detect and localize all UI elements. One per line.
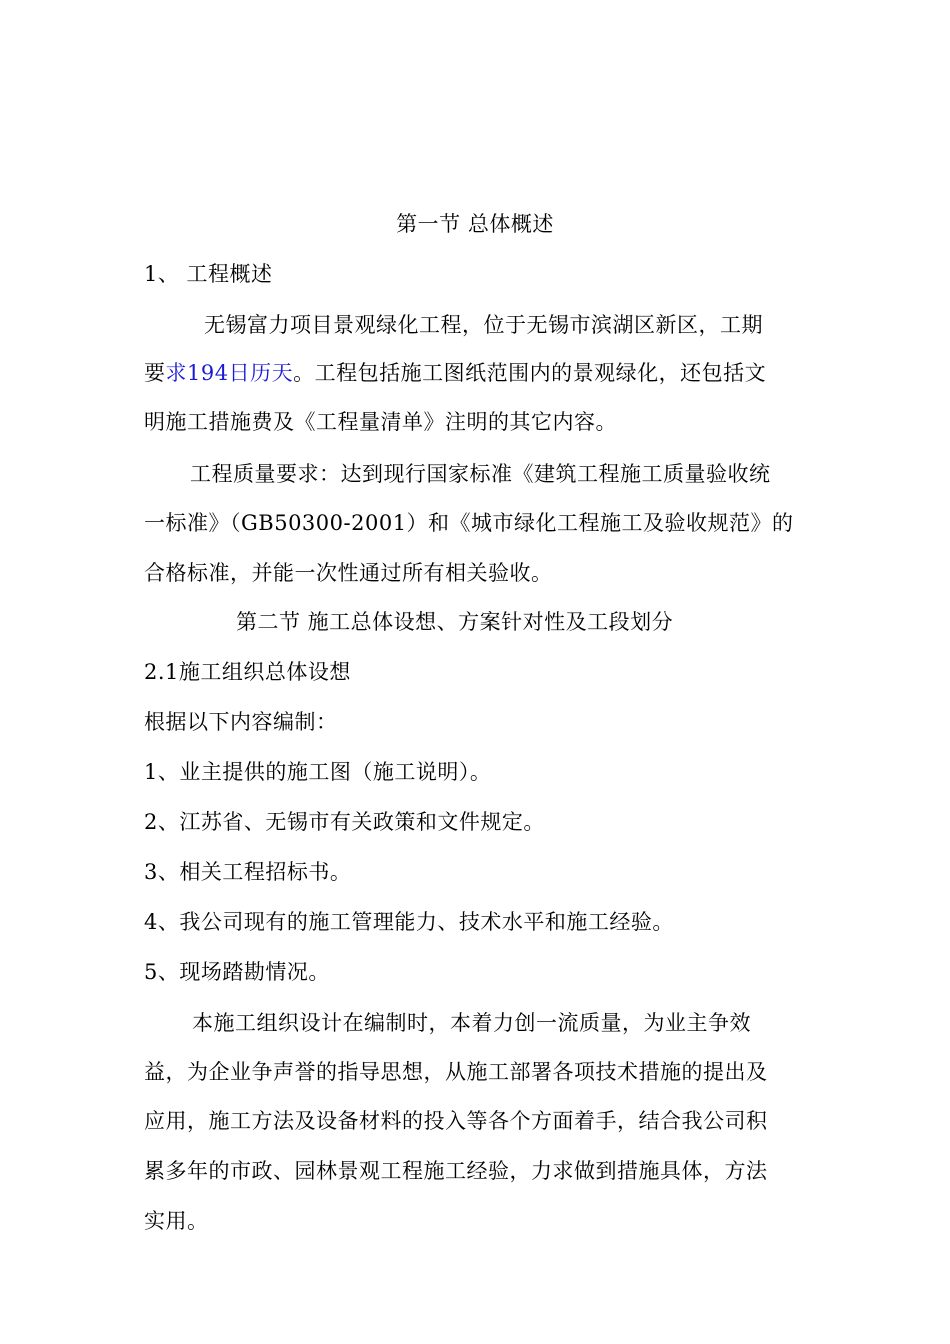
para3-line1: 本施工组织设计在编制时，本着力创一流质量，为业主争效 [192, 1011, 751, 1035]
section1-title: 第一节 总体概述 [396, 212, 554, 236]
section1-heading: 1、 工程概述 [144, 262, 273, 286]
list-item-1: 1、业主提供的施工图（施工说明）。 [144, 760, 492, 784]
para1-line3: 明施工措施费及《工程量清单》注明的其它内容。 [144, 410, 617, 434]
para2-line1: 工程质量要求：达到现行国家标准《建筑工程施工质量验收统 [190, 462, 771, 486]
section2-intro: 根据以下内容编制： [144, 710, 338, 734]
para3-line4: 累多年的市政、园林景观工程施工经验，力求做到措施具体，方法 [144, 1159, 768, 1183]
para2-line3: 合格标准，并能一次性通过所有相关验收。 [144, 561, 553, 585]
list-item-5: 5、现场踏勘情况。 [144, 960, 330, 984]
para1-line2 [144, 358, 804, 388]
para3-line5: 实用。 [144, 1209, 209, 1233]
section2-title: 第二节 施工总体设想、方案针对性及工段划分 [236, 610, 674, 634]
para2-line2: 一标准》（GB50300-2001）和《城市绿化工程施工及验收规范》的 [144, 511, 794, 535]
list-item-3: 3、相关工程招标书。 [144, 860, 352, 884]
section2-subheading: 2.1施工组织总体设想 [144, 660, 351, 684]
para3-line2: 益，为企业争声誉的指导思想，从施工部署各项技术措施的提出及 [144, 1060, 768, 1084]
para3-line3: 应用，施工方法及设备材料的投入等各个方面着手，结合我公司积 [144, 1109, 768, 1133]
para1-line1: 无锡富力项目景观绿化工程，位于无锡市滨湖区新区，工期 [204, 313, 763, 337]
para1-line2-suffix: 。工程包括施工图纸范围内的景观绿化，还包括文 [293, 361, 767, 385]
duration-highlight: 求194日历天 [165, 361, 294, 385]
list-item-2: 2、江苏省、无锡市有关政策和文件规定。 [144, 810, 545, 834]
para1-line2-prefix: 要 [144, 361, 166, 385]
list-item-4: 4、我公司现有的施工管理能力、技术水平和施工经验。 [144, 910, 674, 934]
